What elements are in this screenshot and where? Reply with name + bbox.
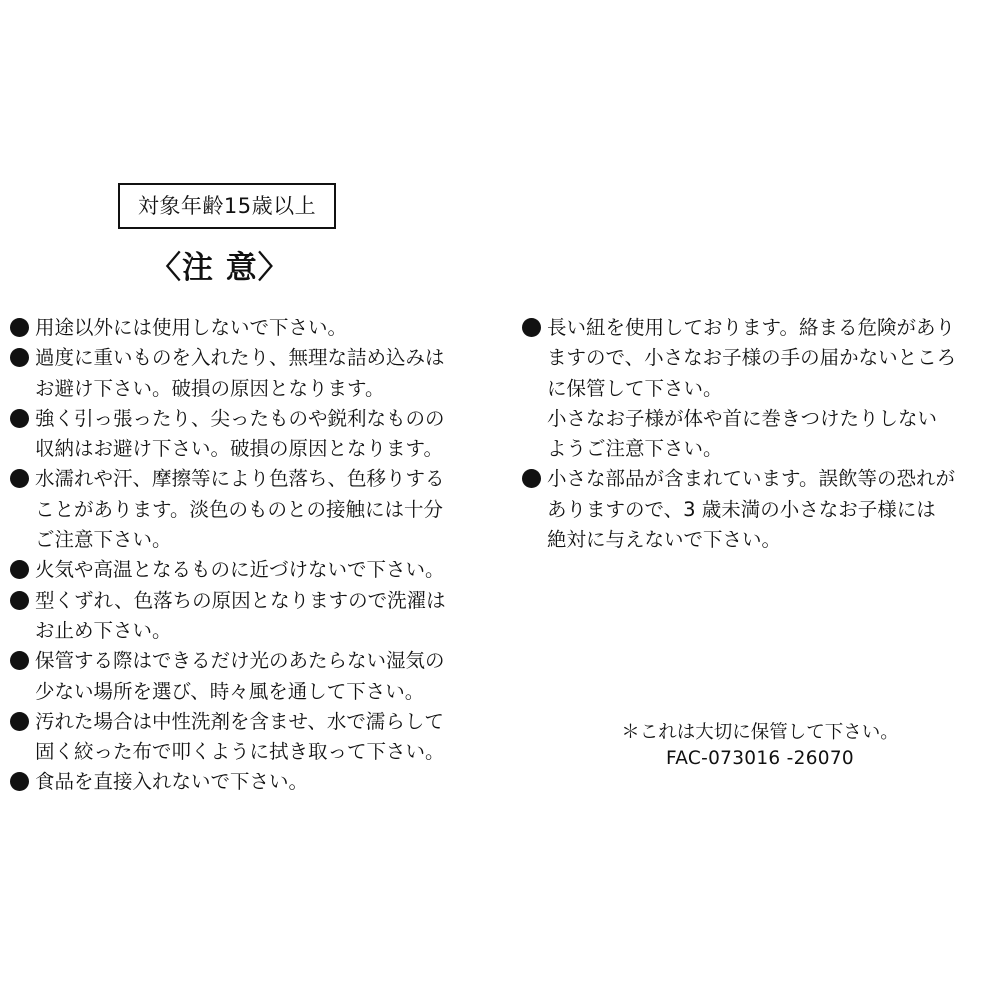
caution-line: 水濡れや汗、摩擦等により色落ち、色移りする: [35, 467, 445, 491]
caution-item: [522, 464, 992, 555]
caution-line: ますので、小さなお子様の手の届かないところ: [547, 346, 957, 370]
caution-line: 絶対に与えないで下さい。: [547, 528, 782, 552]
bullet-icon: [10, 318, 29, 337]
caution-line: 保管する際はできるだけ光のあたらない湿気の: [35, 649, 445, 673]
caution-line: 収納はお避け下さい。破損の原因となります。: [35, 437, 443, 461]
age-rating-box: 対象年齢15歳以上: [118, 183, 336, 229]
caution-line: 固く絞った布で叩くように拭き取って下さい。: [35, 740, 445, 764]
caution-line: に保管して下さい。: [547, 376, 723, 400]
bullet-icon: [10, 712, 29, 731]
caution-line: 食品を直接入れないで下さい。: [35, 770, 309, 794]
bullet-icon: [10, 772, 29, 791]
caution-item: [10, 555, 490, 585]
caution-item: [10, 404, 490, 465]
bullet-icon: [522, 318, 541, 337]
caution-line: 火気や高温となるものに近づけないで下さい。: [35, 558, 445, 582]
caution-item: [522, 313, 992, 464]
caution-line: ありますので、3 歳未満の小さなお子様には: [547, 497, 936, 521]
bullet-icon: [522, 469, 541, 488]
caution-item: [10, 464, 490, 555]
bullet-icon: [10, 560, 29, 579]
bullet-icon: [10, 469, 29, 488]
caution-item: [10, 767, 490, 797]
caution-heading: 〈注 意〉: [150, 250, 290, 286]
caution-line: 型くずれ、色落ちの原因となりますので洗濯は: [35, 588, 446, 612]
caution-line: 小さなお子様が体や首に巻きつけたりしない: [547, 406, 938, 430]
product-code: FAC-073016 -26070: [666, 748, 854, 769]
caution-line: 過度に重いものを入れたり、無理な詰め込みは: [35, 346, 445, 370]
caution-line: 少ない場所を選び、時々風を通して下さい。: [35, 679, 425, 703]
caution-item: [10, 343, 490, 404]
keep-notice: ＊これは大切に保管して下さい。: [621, 722, 899, 743]
caution-item: [10, 646, 490, 707]
caution-line: 用途以外には使用しないで下さい。: [35, 316, 348, 339]
caution-line: ことがあります。淡色のものとの接触には十分: [35, 497, 443, 521]
caution-line: ようご注意下さい。: [547, 437, 723, 461]
caution-line: 汚れた場合は中性洗剤を含ませ、水で濡らして: [35, 709, 444, 733]
bullet-icon: [10, 591, 29, 610]
caution-line: お止め下さい。: [35, 618, 172, 642]
caution-line: お避け下さい。破損の原因となります。: [35, 376, 385, 400]
caution-item: [10, 586, 490, 647]
caution-list-left: [10, 313, 490, 798]
caution-line: 長い紐を使用しております。絡まる危険があり: [547, 316, 955, 339]
bullet-icon: [10, 409, 29, 428]
caution-item: [10, 707, 490, 768]
bullet-icon: [10, 348, 29, 367]
caution-line: 強く引っ張ったり、尖ったものや鋭利なものの: [35, 406, 445, 430]
bullet-icon: [10, 651, 29, 670]
caution-list-right: [522, 313, 992, 555]
caution-line: 小さな部品が含まれています。誤飲等の恐れが: [547, 467, 955, 491]
caution-line: ご注意下さい。: [35, 528, 172, 552]
caution-item: [10, 313, 490, 343]
